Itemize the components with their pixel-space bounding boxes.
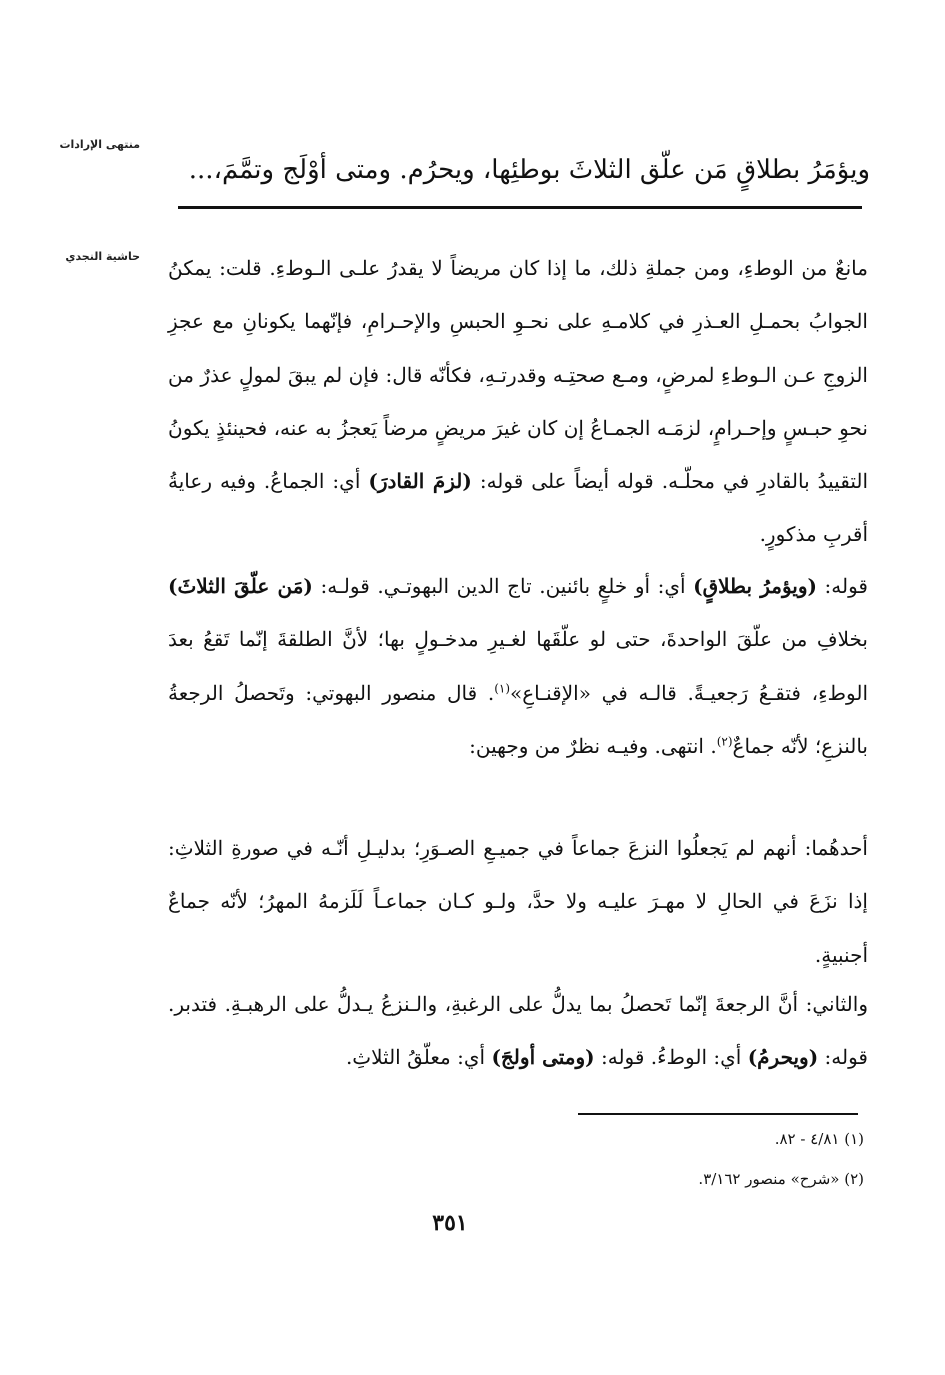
- paragraph-4-bold-1: (ويحرمُ): [747, 1045, 819, 1070]
- footnote-1: (١) ٤/٨١ - ٨٢.: [774, 1130, 864, 1148]
- page-number: ٣٥١: [432, 1210, 468, 1236]
- footnote-divider: [578, 1113, 858, 1115]
- footnote-2: (٢) «شرح» منصور ٣/١٦٢.: [698, 1170, 864, 1188]
- commentary-paragraph-1: [168, 242, 868, 562]
- commentary-source-label: حاشية النجدي: [65, 250, 140, 263]
- paragraph-3-text: أحدهُما: أنهم لم يَجعلُوا النزعَ جماعاً في جميـعِ الصـوَرِ؛ بدليـلِ أنّـه في صورةِ الثلاثِ: إذا نزَعَ في الحالِ لا مهـرَ عليـه ولا حدَّ، ولـو كـان جماعـاً لَلَزمهُ المهرُ؛ لأنّه جماعٌ أجنبيةٍ.: [168, 836, 868, 967]
- paragraph-2-part-1: قوله:: [816, 574, 868, 598]
- footnote-ref-1[interactable]: (١): [494, 680, 511, 695]
- paragraph-4-part-2: أي: الوطءُ. قوله:: [594, 1045, 748, 1070]
- matn-source-label: منتهى الإرادات: [59, 138, 140, 151]
- matn-text: ويؤمَرُ بطلاقٍ مَن علّق الثلاثَ بوطئِها، ويحرُم. ومتى أوْلَج وتمَّمَ،...: [188, 155, 870, 185]
- paragraph-2-part-4: . قال منصور البهوتي: وتَحصلُ الرجعةُ بالنزعِ؛ لأنّه جماعٌ: [168, 680, 868, 758]
- matn-divider: [178, 206, 862, 209]
- paragraph-2-part-5: . انتهى. وفيـه نظرٌ من وجهين:: [469, 733, 717, 758]
- paragraph-2-part-2: أي: أو خلعٍ بائنين. تاج الدين البهوتـي. قولـه:: [312, 574, 694, 598]
- paragraph-2-part-3: بخلافِ من علّقَ الواحدةَ، حتى لو علّقَها لغـيرِ مدخـولٍ بها؛ لأنَّ الطلقةَ إنّما تَقعُ بعدَ الوطءِ، فتقـعُ رَجعيـةً. قالـه في «الإقنـاعِ»: [168, 627, 868, 705]
- paragraph-4-part-3: أي: معلّقُ الثلاثِ.: [345, 1045, 492, 1070]
- paragraph-1-end: أي: الجماعُ. وفيه رعايةُ أقربِ مذكورٍ.: [168, 469, 868, 547]
- paragraph-1-bold-quote: (لزمَ القادرَ): [368, 469, 472, 494]
- paragraph-4-part-1: والثاني: أنَّ الرجعةَ إنّما تَحصلُ بما يدلُّ على الرغبةِ، والـنزعُ يـدلُّ على الرهبـةِ. فتدبر. قوله:: [168, 992, 868, 1070]
- footnote-ref-2[interactable]: (٢): [716, 734, 733, 749]
- paragraph-2-bold-2: (مَن علّقَ الثلاثَ): [168, 574, 313, 598]
- paragraph-2-bold-1: (ويؤمرُ بطلاقٍ): [693, 574, 817, 598]
- commentary-paragraph-2: [168, 560, 868, 773]
- paragraph-1-text: مانعٌ من الوطءِ، ومن جملةِ ذلك، ما إذا كان مريضاً لا يقدرُ علـى الـوطءِ. قلت: يمكنُ الجوابُ بحمـلِ العـذرِ في كلامـهِ على نحـوِ الحبسِ والإحـرامِ، فإنّهما يكونانِ مع عجزِ الزوجِ عـن الـوطءِ لمرضٍ، ومـع صحتِـه وقدرتـهِ، فكأنّه قال: فإن لم يبقَ لمولٍ عذرٌ من نحوِ حبـسٍ وإحـرامٍ، لزمَـه الجمـاعُ إن كان غيرَ مريضٍ مرضاً يَعجزُ به عنه، فحينئذٍ يكونُ التقييدُ بالقادرِ في محلّـه. قوله أيضاً على قوله:: [168, 256, 869, 494]
- paragraph-4-bold-2: (ومتى أولجَ): [491, 1045, 595, 1070]
- commentary-paragraph-4: [168, 978, 868, 1085]
- commentary-paragraph-3: [168, 822, 868, 982]
